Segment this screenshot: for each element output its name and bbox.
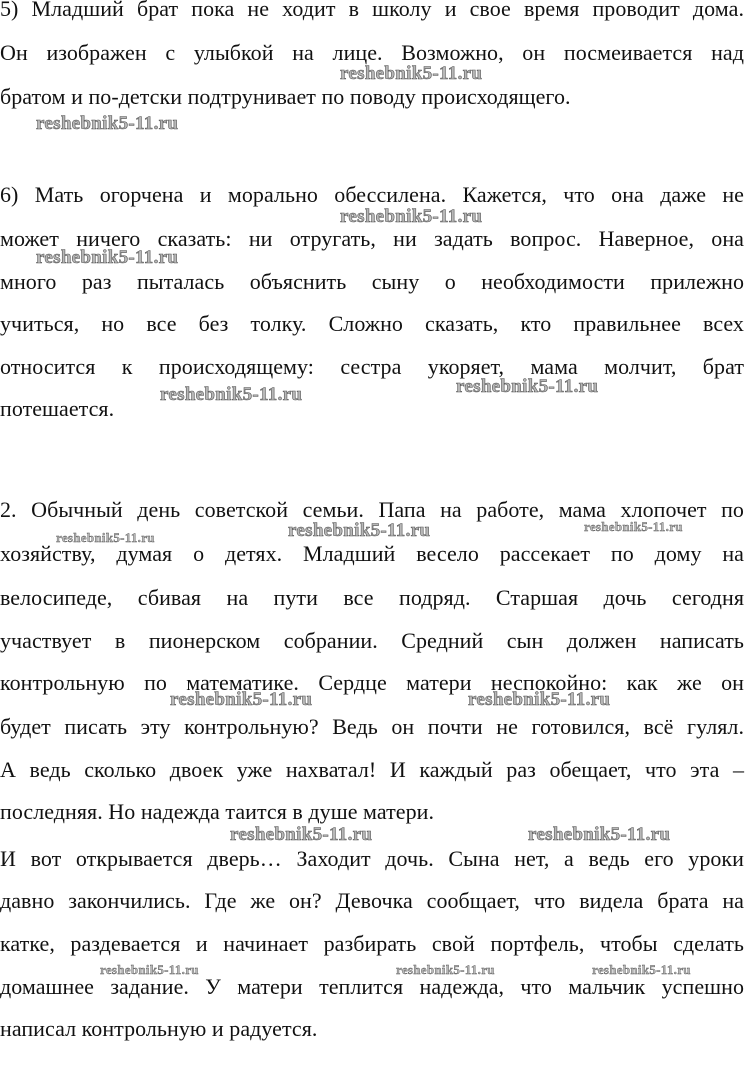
paragraph-6-line-3: много раз пыталась объяснить сыну о необходимости прилежно: [0, 269, 744, 294]
watermark: reshebnik5-11.ru: [36, 247, 179, 268]
watermark: reshebnik5-11.ru: [468, 689, 611, 710]
paragraph-6-line-5: относится к происходящему: сестра укоряет, мама молчит, брат: [0, 354, 744, 379]
watermark: reshebnik5-11.ru: [528, 824, 671, 845]
paragraph-2-line-3: велосипеде, сбивая на пути все подряд. Старшая дочь сегодня: [0, 585, 744, 610]
watermark: reshebnik5-11.ru: [56, 530, 155, 545]
paragraph-3-line-1: И вот открывается дверь… Заходит дочь. Сына нет, а ведь его уроки: [0, 846, 744, 871]
watermark: reshebnik5-11.ru: [36, 113, 179, 134]
watermark: reshebnik5-11.ru: [100, 962, 199, 977]
paragraph-5-line-3: братом и по-детски подтрунивает по поводу происходящего.: [0, 84, 571, 109]
watermark: reshebnik5-11.ru: [230, 824, 373, 845]
watermark: reshebnik5-11.ru: [456, 376, 599, 397]
paragraph-5-line-1: 5) Младший брат пока не ходит в школу и свое время проводит дома.: [0, 0, 744, 21]
paragraph-2-line-7: А ведь сколько двоек уже нахватал! И каждый раз обещает, что эта –: [0, 757, 744, 782]
paragraph-3-line-4: домашнее задание. У матери теплится надежда, что мальчик успешно: [0, 974, 744, 999]
paragraph-6-line-6: потешается.: [0, 396, 115, 421]
paragraph-2-line-8: последняя. Но надежда таится в душе матери.: [0, 799, 435, 824]
paragraph-3-line-2: давно закончились. Где же он? Девочка сообщает, что видела брата на: [0, 888, 744, 913]
watermark: reshebnik5-11.ru: [340, 63, 483, 84]
watermark: reshebnik5-11.ru: [584, 519, 683, 534]
watermark: reshebnik5-11.ru: [170, 689, 313, 710]
paragraph-5-line-2: Он изображен с улыбкой на лице. Возможно, он посмеивается над: [0, 40, 744, 65]
paragraph-2-line-6: будет писать эту контрольную? Ведь он почти не готовился, всё гулял.: [0, 714, 744, 739]
watermark: reshebnik5-11.ru: [396, 962, 495, 977]
paragraph-3-line-3: катке, раздевается и начинает разбирать свой портфель, чтобы сделать: [0, 931, 744, 956]
paragraph-6-line-1: 6) Мать огорчена и морально обессилена. Кажется, что она даже не: [0, 182, 744, 207]
watermark: reshebnik5-11.ru: [160, 384, 303, 405]
paragraph-3-line-5: написал контрольную и радуется.: [0, 1016, 318, 1041]
paragraph-2-line-1: 2. Обычный день советской семьи. Папа на работе, мама хлопочет по: [0, 497, 744, 522]
paragraph-6-line-4: учиться, но все без толку. Сложно сказать, кто правильнее всех: [0, 311, 744, 336]
watermark: reshebnik5-11.ru: [340, 206, 483, 227]
watermark: reshebnik5-11.ru: [288, 520, 431, 541]
paragraph-2-line-2: хозяйству, думая о детях. Младший весело рассекает по дому на: [0, 541, 744, 566]
paragraph-6-line-2: может ничего сказать: ни отругать, ни задать вопрос. Наверное, она: [0, 226, 744, 251]
paragraph-2-line-5: контрольную по математике. Сердце матери неспокойно: как же он: [0, 670, 744, 695]
paragraph-2-line-4: участвует в пионерском собрании. Средний сын должен написать: [0, 628, 744, 653]
watermark: reshebnik5-11.ru: [592, 962, 691, 977]
